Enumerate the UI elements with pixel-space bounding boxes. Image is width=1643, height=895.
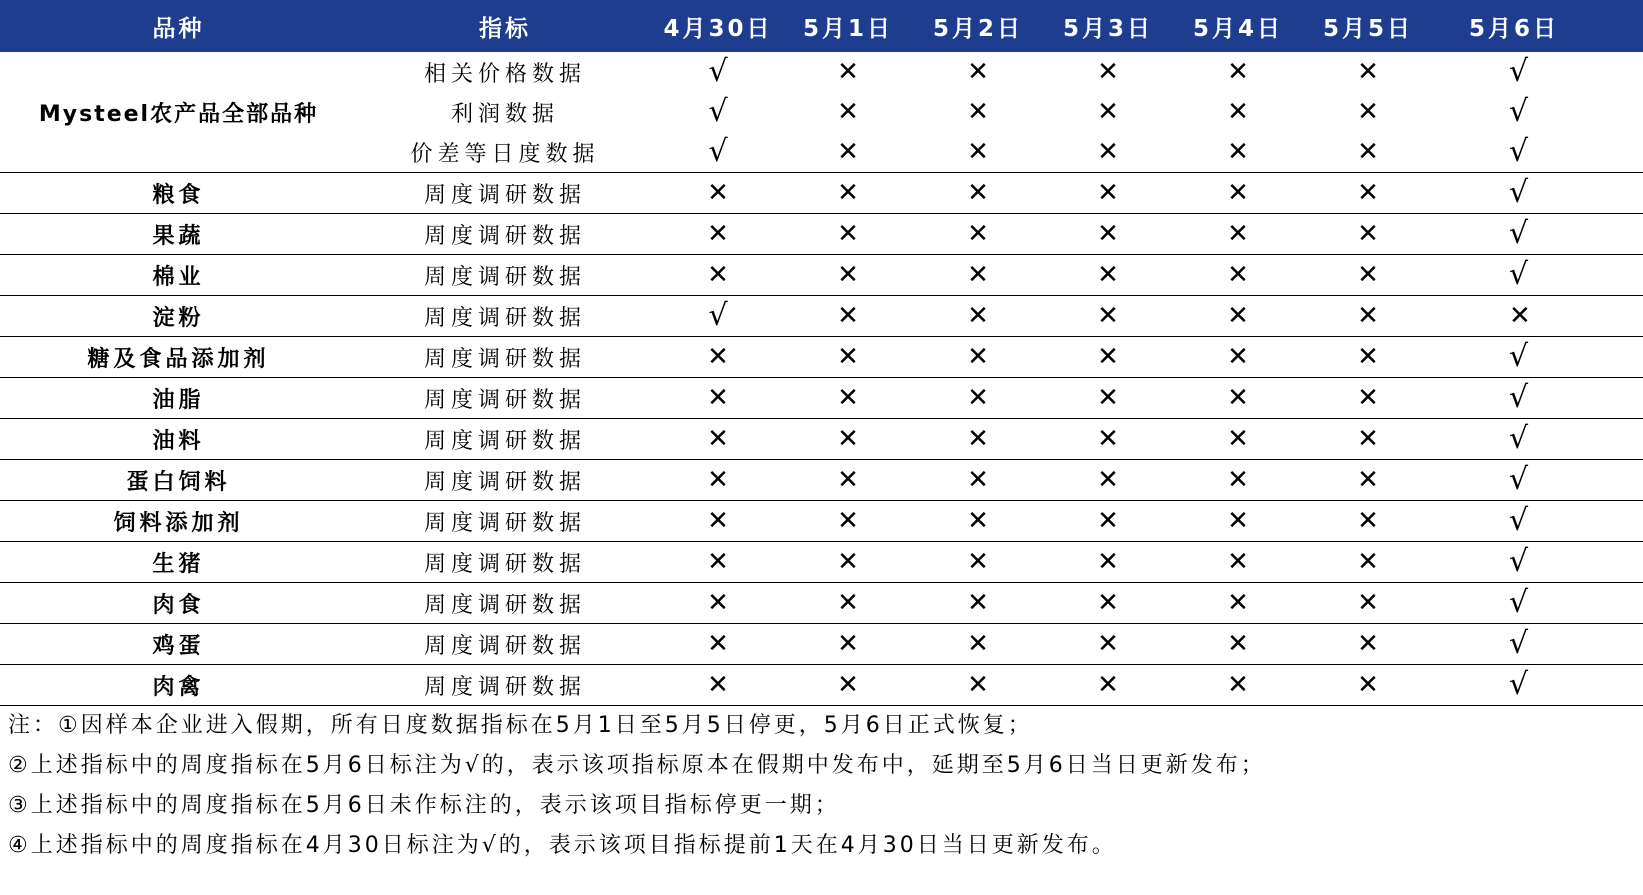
cross-mark-icon: ✕ <box>1303 337 1433 378</box>
table-row <box>0 378 1643 419</box>
cross-mark-icon: ✕ <box>913 501 1043 542</box>
cross-mark-icon: ✕ <box>1303 255 1433 296</box>
cross-mark-icon: ✕ <box>1303 501 1433 542</box>
cross-mark-icon: ✕ <box>1303 583 1433 624</box>
indicator-cell: 周度调研数据 <box>357 296 653 337</box>
cross-mark-icon: ✕ <box>967 97 989 127</box>
table-row <box>0 583 1643 624</box>
variety-cell: 肉食 <box>0 583 357 624</box>
cross-mark-icon: ✕ <box>1173 624 1303 665</box>
cross-mark-icon: ✕ <box>1303 624 1433 665</box>
indicator-cell: 周度调研数据 <box>357 665 653 706</box>
cross-mark-icon: ✕ <box>1043 214 1173 255</box>
cross-mark-icon: ✕ <box>1433 296 1643 337</box>
cross-mark-icon: ✕ <box>1303 419 1433 460</box>
check-mark-icon: √ <box>653 296 783 337</box>
indicator-cell: 周度调研数据 <box>357 501 653 542</box>
cross-mark-icon: ✕ <box>1303 378 1433 419</box>
cross-mark-icon: ✕ <box>913 665 1043 706</box>
cross-mark-icon: ✕ <box>783 542 913 583</box>
cross-mark-icon: ✕ <box>1173 173 1303 214</box>
cross-mark-icon: ✕ <box>1043 337 1173 378</box>
table-row <box>0 214 1643 255</box>
cross-mark-icon: ✕ <box>1043 665 1173 706</box>
cross-mark-icon: ✕ <box>1043 173 1173 214</box>
variety-cell: 糖及食品添加剂 <box>0 337 357 378</box>
cross-mark-icon: ✕ <box>1097 57 1119 87</box>
check-mark-icon: √ <box>1433 624 1643 665</box>
cross-mark-icon: ✕ <box>653 665 783 706</box>
table-row <box>0 337 1643 378</box>
variety-cell: 生猪 <box>0 542 357 583</box>
cross-mark-icon: ✕ <box>653 337 783 378</box>
cross-mark-icon: ✕ <box>653 460 783 501</box>
cross-mark-icon: ✕ <box>783 173 913 214</box>
cross-mark-icon: ✕ <box>1357 97 1379 127</box>
cross-mark-icon: ✕ <box>1043 583 1173 624</box>
cross-mark-icon: ✕ <box>653 583 783 624</box>
variety-cell: 肉禽 <box>0 665 357 706</box>
table-body <box>0 52 1643 706</box>
cross-mark-icon: ✕ <box>1043 255 1173 296</box>
check-mark-icon: √ <box>1433 665 1643 706</box>
cross-mark-icon: ✕ <box>1043 542 1173 583</box>
cross-mark-icon: ✕ <box>913 460 1043 501</box>
cross-mark-icon: ✕ <box>1303 296 1433 337</box>
table-row <box>0 460 1643 501</box>
table-row <box>0 624 1643 665</box>
cross-mark-icon: ✕ <box>1173 214 1303 255</box>
variety-cell: 果蔬 <box>0 214 357 255</box>
cross-mark-icon: ✕ <box>1227 57 1249 87</box>
note-line: 注：①因样本企业进入假期，所有日度数据指标在5月1日至5月5日停更，5月6日正式恢复； <box>8 713 1033 738</box>
note-line: ④上述指标中的周度指标在4月30日标注为√的，表示该项目指标提前1天在4月30日当日更新发布。 <box>8 833 1117 858</box>
check-mark-icon: √ <box>1433 378 1643 419</box>
cross-mark-icon: ✕ <box>1303 542 1433 583</box>
cross-mark-icon: ✕ <box>1303 173 1433 214</box>
indicator-cell: 周度调研数据 <box>357 173 653 214</box>
header-date: 5月1日 <box>783 0 913 52</box>
table-row <box>0 296 1643 337</box>
cross-mark-icon: ✕ <box>1173 583 1303 624</box>
cross-mark-icon: ✕ <box>653 214 783 255</box>
variety-cell: 鸡蛋 <box>0 624 357 665</box>
header-date: 5月2日 <box>913 0 1043 52</box>
header-row <box>0 0 1643 52</box>
cross-mark-icon: ✕ <box>913 214 1043 255</box>
note-line: ③上述指标中的周度指标在5月6日未作标注的，表示该项目指标停更一期； <box>8 793 840 818</box>
cross-mark-icon: ✕ <box>1173 378 1303 419</box>
cross-mark-icon: ✕ <box>1303 665 1433 706</box>
cross-mark-icon: ✕ <box>1173 419 1303 460</box>
indicator-cell: 周度调研数据 <box>357 255 653 296</box>
cross-mark-icon: ✕ <box>653 173 783 214</box>
indicator-cell: 相关价格数据 <box>423 61 586 87</box>
check-mark-icon: √ <box>1509 94 1529 129</box>
header-date: 5月4日 <box>1173 0 1303 52</box>
table-row <box>0 501 1643 542</box>
check-mark-icon: √ <box>708 134 728 169</box>
cross-mark-icon: ✕ <box>837 137 859 167</box>
header-date: 5月3日 <box>1043 0 1173 52</box>
cross-mark-icon: ✕ <box>783 583 913 624</box>
cross-mark-icon: ✕ <box>783 419 913 460</box>
cross-mark-icon: ✕ <box>1043 296 1173 337</box>
cross-mark-icon: ✕ <box>653 419 783 460</box>
cross-mark-icon: ✕ <box>783 296 913 337</box>
cross-mark-icon: ✕ <box>783 214 913 255</box>
notes-section <box>0 706 1643 866</box>
table-row <box>0 173 1643 214</box>
table-row <box>0 52 1643 92</box>
cross-mark-icon: ✕ <box>913 173 1043 214</box>
cross-mark-icon: ✕ <box>1227 97 1249 127</box>
check-mark-icon: √ <box>1433 255 1643 296</box>
check-mark-icon: √ <box>1433 501 1643 542</box>
check-mark-icon: √ <box>708 94 728 129</box>
cross-mark-icon: ✕ <box>913 419 1043 460</box>
cross-mark-icon: ✕ <box>1173 665 1303 706</box>
indicator-cell: 周度调研数据 <box>357 542 653 583</box>
cross-mark-icon: ✕ <box>653 542 783 583</box>
cross-mark-icon: ✕ <box>783 255 913 296</box>
cross-mark-icon: ✕ <box>1303 460 1433 501</box>
cross-mark-icon: ✕ <box>1173 255 1303 296</box>
check-mark-icon: √ <box>1433 542 1643 583</box>
check-mark-icon: √ <box>1509 134 1529 169</box>
cross-mark-icon: ✕ <box>837 97 859 127</box>
cross-mark-icon: ✕ <box>1303 214 1433 255</box>
table-row <box>0 665 1643 706</box>
check-mark-icon: √ <box>1433 583 1643 624</box>
cross-mark-icon: ✕ <box>783 624 913 665</box>
check-mark-icon: √ <box>1509 54 1529 89</box>
cross-mark-icon: ✕ <box>913 255 1043 296</box>
cross-mark-icon: ✕ <box>1043 624 1173 665</box>
cross-mark-icon: ✕ <box>653 501 783 542</box>
cross-mark-icon: ✕ <box>913 624 1043 665</box>
table-row <box>0 255 1643 296</box>
variety-cell: 蛋白饲料 <box>0 460 357 501</box>
cross-mark-icon: ✕ <box>967 137 989 167</box>
cross-mark-icon: ✕ <box>913 296 1043 337</box>
variety-cell: 油料 <box>0 419 357 460</box>
cross-mark-icon: ✕ <box>837 57 859 87</box>
note-line: ②上述指标中的周度指标在5月6日标注为√的，表示该项指标原本在假期中发布中，延期至5月6日当日更新发布； <box>8 753 1266 778</box>
variety-cell: 粮食 <box>0 173 357 214</box>
cross-mark-icon: ✕ <box>1043 501 1173 542</box>
cross-mark-icon: ✕ <box>1173 542 1303 583</box>
indicator-cell: 周度调研数据 <box>357 419 653 460</box>
cross-mark-icon: ✕ <box>1097 97 1119 127</box>
cross-mark-icon: ✕ <box>1173 296 1303 337</box>
cross-mark-icon: ✕ <box>1043 419 1173 460</box>
cross-mark-icon: ✕ <box>913 542 1043 583</box>
cross-mark-icon: ✕ <box>1357 57 1379 87</box>
cross-mark-icon: ✕ <box>1173 501 1303 542</box>
indicator-cell: 周度调研数据 <box>357 624 653 665</box>
header-indicator: 指标 <box>357 0 653 52</box>
variety-cell: 饲料添加剂 <box>0 501 357 542</box>
header-date: 5月6日 <box>1433 0 1643 52</box>
cross-mark-icon: ✕ <box>913 583 1043 624</box>
check-mark-icon: √ <box>708 54 728 89</box>
cross-mark-icon: ✕ <box>913 337 1043 378</box>
check-mark-icon: √ <box>1433 337 1643 378</box>
check-mark-icon: √ <box>1433 173 1643 214</box>
table-row <box>0 419 1643 460</box>
header-date: 5月5日 <box>1303 0 1433 52</box>
cross-mark-icon: ✕ <box>1173 337 1303 378</box>
cross-mark-icon: ✕ <box>967 57 989 87</box>
cross-mark-icon: ✕ <box>783 460 913 501</box>
indicator-cell: 利润数据 <box>450 101 559 127</box>
cross-mark-icon: ✕ <box>783 665 913 706</box>
variety-cell: 棉业 <box>0 255 357 296</box>
cross-mark-icon: ✕ <box>783 501 913 542</box>
cross-mark-icon: ✕ <box>653 378 783 419</box>
indicator-cell: 周度调研数据 <box>357 214 653 255</box>
cross-mark-icon: ✕ <box>1043 378 1173 419</box>
indicator-cell: 周度调研数据 <box>357 337 653 378</box>
variety-cell: 油脂 <box>0 378 357 419</box>
check-mark-icon: √ <box>1433 214 1643 255</box>
check-mark-icon: √ <box>1433 460 1643 501</box>
cross-mark-icon: ✕ <box>783 337 913 378</box>
cross-mark-icon: ✕ <box>653 624 783 665</box>
indicator-cell: 周度调研数据 <box>357 460 653 501</box>
cross-mark-icon: ✕ <box>1227 137 1249 167</box>
variety-cell: 淀粉 <box>0 296 357 337</box>
cross-mark-icon: ✕ <box>1043 460 1173 501</box>
indicator-cell: 价差等日度数据 <box>410 141 600 167</box>
check-mark-icon: √ <box>1433 419 1643 460</box>
cross-mark-icon: ✕ <box>1097 137 1119 167</box>
cross-mark-icon: ✕ <box>913 378 1043 419</box>
cross-mark-icon: ✕ <box>653 255 783 296</box>
variety-cell: Mysteel农产品全部品种 <box>38 101 319 127</box>
table-row <box>0 542 1643 583</box>
cross-mark-icon: ✕ <box>1357 137 1379 167</box>
cross-mark-icon: ✕ <box>783 378 913 419</box>
cross-mark-icon: ✕ <box>1173 460 1303 501</box>
header-date: 4月30日 <box>653 0 783 52</box>
header-variety: 品种 <box>0 0 357 52</box>
indicator-cell: 周度调研数据 <box>357 378 653 419</box>
indicator-cell: 周度调研数据 <box>357 583 653 624</box>
